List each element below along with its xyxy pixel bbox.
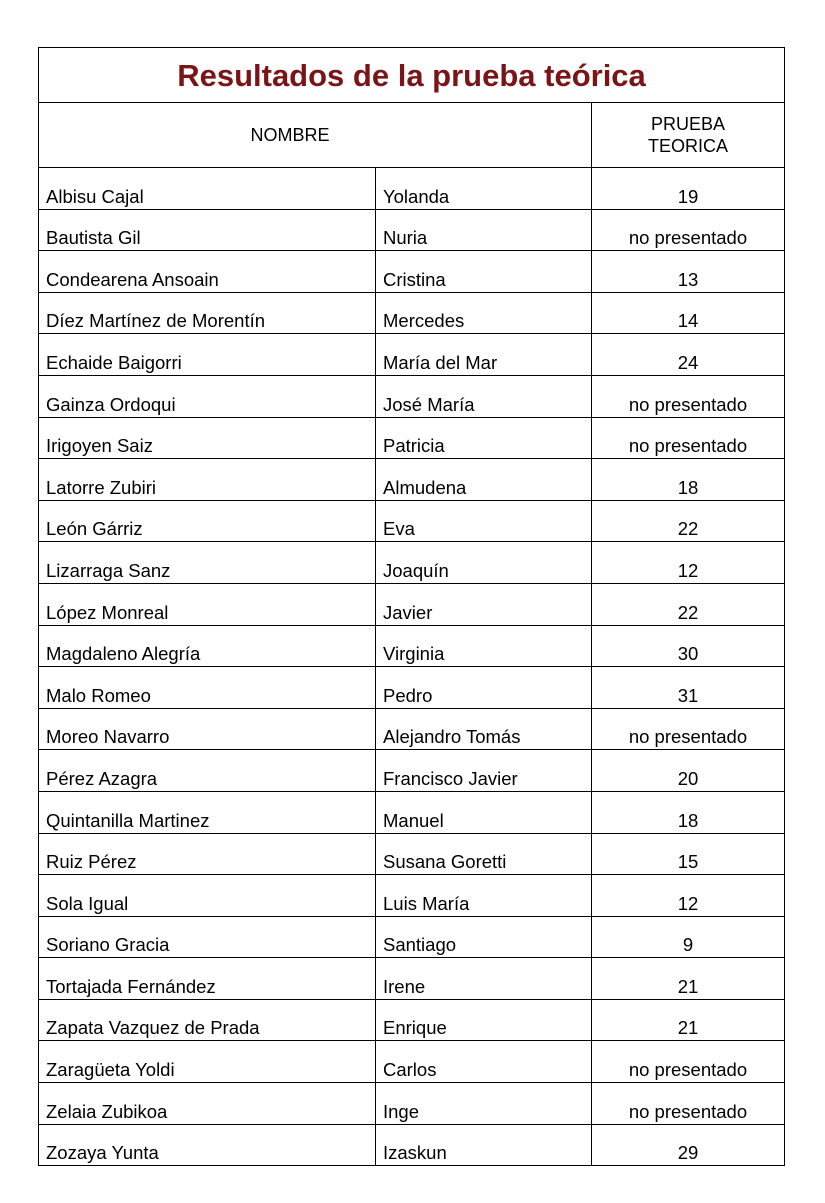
- nombre-cell: Luis María: [376, 875, 592, 917]
- column-header-prueba-line2: TEORICA: [647, 136, 728, 156]
- apellidos-cell: Lizarraga Sanz: [39, 542, 376, 584]
- table-row: [39, 667, 785, 709]
- nombre-cell: Cristina: [376, 251, 592, 293]
- nombre-cell: Javier: [376, 583, 592, 625]
- nombre-cell: Susana Goretti: [376, 833, 592, 875]
- nombre-cell: Enrique: [376, 999, 592, 1041]
- table-row: [39, 750, 785, 792]
- prueba-teorica-cell: 18: [592, 791, 785, 833]
- table-row: [39, 292, 785, 334]
- nombre-cell: Eva: [376, 500, 592, 542]
- apellidos-cell: Zelaia Zubikoa: [39, 1083, 376, 1125]
- table-row: [39, 417, 785, 459]
- table-row: [39, 875, 785, 917]
- apellidos-cell: Magdaleno Alegría: [39, 625, 376, 667]
- table-row: [39, 334, 785, 376]
- apellidos-cell: Zapata Vazquez de Prada: [39, 999, 376, 1041]
- prueba-teorica-cell: 9: [592, 916, 785, 958]
- table-row: [39, 1041, 785, 1083]
- apellidos-cell: López Monreal: [39, 583, 376, 625]
- header-row: [39, 103, 785, 168]
- apellidos-cell: Ruiz Pérez: [39, 833, 376, 875]
- nombre-cell: Pedro: [376, 667, 592, 709]
- table-row: [39, 1083, 785, 1125]
- page-title: Resultados de la prueba teórica: [39, 48, 785, 103]
- column-header-nombre: NOMBRE: [39, 103, 592, 168]
- nombre-cell: Izaskun: [376, 1124, 592, 1166]
- nombre-cell: Almudena: [376, 459, 592, 501]
- table-row: [39, 251, 785, 293]
- nombre-cell: Patricia: [376, 417, 592, 459]
- prueba-teorica-cell: 12: [592, 875, 785, 917]
- apellidos-cell: Zozaya Yunta: [39, 1124, 376, 1166]
- prueba-teorica-cell: 24: [592, 334, 785, 376]
- nombre-cell: Manuel: [376, 791, 592, 833]
- table-body: [39, 48, 785, 1166]
- prueba-teorica-cell: 20: [592, 750, 785, 792]
- nombre-cell: Yolanda: [376, 168, 592, 210]
- prueba-teorica-cell: 22: [592, 500, 785, 542]
- prueba-teorica-cell: no presentado: [592, 375, 785, 417]
- nombre-cell: Santiago: [376, 916, 592, 958]
- table-row: [39, 375, 785, 417]
- apellidos-cell: Díez Martínez de Morentín: [39, 292, 376, 334]
- prueba-teorica-cell: 30: [592, 625, 785, 667]
- apellidos-cell: Echaide Baigorri: [39, 334, 376, 376]
- apellidos-cell: Condearena Ansoain: [39, 251, 376, 293]
- table-row: [39, 791, 785, 833]
- nombre-cell: Nuria: [376, 209, 592, 251]
- apellidos-cell: Soriano Gracia: [39, 916, 376, 958]
- apellidos-cell: Bautista Gil: [39, 209, 376, 251]
- prueba-teorica-cell: 21: [592, 958, 785, 1000]
- nombre-cell: José María: [376, 375, 592, 417]
- apellidos-cell: Malo Romeo: [39, 667, 376, 709]
- apellidos-cell: León Gárriz: [39, 500, 376, 542]
- nombre-cell: Inge: [376, 1083, 592, 1125]
- prueba-teorica-cell: no presentado: [592, 209, 785, 251]
- prueba-teorica-cell: no presentado: [592, 1041, 785, 1083]
- apellidos-cell: Albisu Cajal: [39, 168, 376, 210]
- table-row: [39, 999, 785, 1041]
- apellidos-cell: Zaragüeta Yoldi: [39, 1041, 376, 1083]
- nombre-cell: Mercedes: [376, 292, 592, 334]
- nombre-cell: Francisco Javier: [376, 750, 592, 792]
- nombre-cell: Alejandro Tomás: [376, 708, 592, 750]
- table-row: [39, 542, 785, 584]
- nombre-cell: Joaquín: [376, 542, 592, 584]
- nombre-cell: Virginia: [376, 625, 592, 667]
- nombre-cell: Carlos: [376, 1041, 592, 1083]
- table-row: [39, 833, 785, 875]
- apellidos-cell: Moreo Navarro: [39, 708, 376, 750]
- table-row: [39, 168, 785, 210]
- prueba-teorica-cell: 19: [592, 168, 785, 210]
- title-row: [39, 48, 785, 103]
- table-row: [39, 958, 785, 1000]
- column-header-prueba-teorica: [592, 103, 785, 168]
- table-row: [39, 583, 785, 625]
- prueba-teorica-cell: 15: [592, 833, 785, 875]
- apellidos-cell: Sola Igual: [39, 875, 376, 917]
- table-row: [39, 708, 785, 750]
- prueba-teorica-cell: 12: [592, 542, 785, 584]
- prueba-teorica-cell: 21: [592, 999, 785, 1041]
- apellidos-cell: Latorre Zubiri: [39, 459, 376, 501]
- prueba-teorica-cell: no presentado: [592, 417, 785, 459]
- table-row: [39, 1124, 785, 1166]
- column-header-prueba-line1: PRUEBA: [650, 114, 726, 134]
- prueba-teorica-cell: 29: [592, 1124, 785, 1166]
- prueba-teorica-cell: 14: [592, 292, 785, 334]
- nombre-cell: María del Mar: [376, 334, 592, 376]
- table-row: [39, 916, 785, 958]
- prueba-teorica-cell: 22: [592, 583, 785, 625]
- apellidos-cell: Irigoyen Saiz: [39, 417, 376, 459]
- apellidos-cell: Quintanilla Martinez: [39, 791, 376, 833]
- prueba-teorica-cell: 13: [592, 251, 785, 293]
- apellidos-cell: Pérez Azagra: [39, 750, 376, 792]
- prueba-teorica-cell: 18: [592, 459, 785, 501]
- nombre-cell: Irene: [376, 958, 592, 1000]
- table-row: [39, 625, 785, 667]
- prueba-teorica-cell: no presentado: [592, 1083, 785, 1125]
- apellidos-cell: Tortajada Fernández: [39, 958, 376, 1000]
- prueba-teorica-cell: no presentado: [592, 708, 785, 750]
- prueba-teorica-cell: 31: [592, 667, 785, 709]
- table-row: [39, 209, 785, 251]
- table-row: [39, 500, 785, 542]
- results-table: [38, 47, 785, 1166]
- apellidos-cell: Gainza Ordoqui: [39, 375, 376, 417]
- table-row: [39, 459, 785, 501]
